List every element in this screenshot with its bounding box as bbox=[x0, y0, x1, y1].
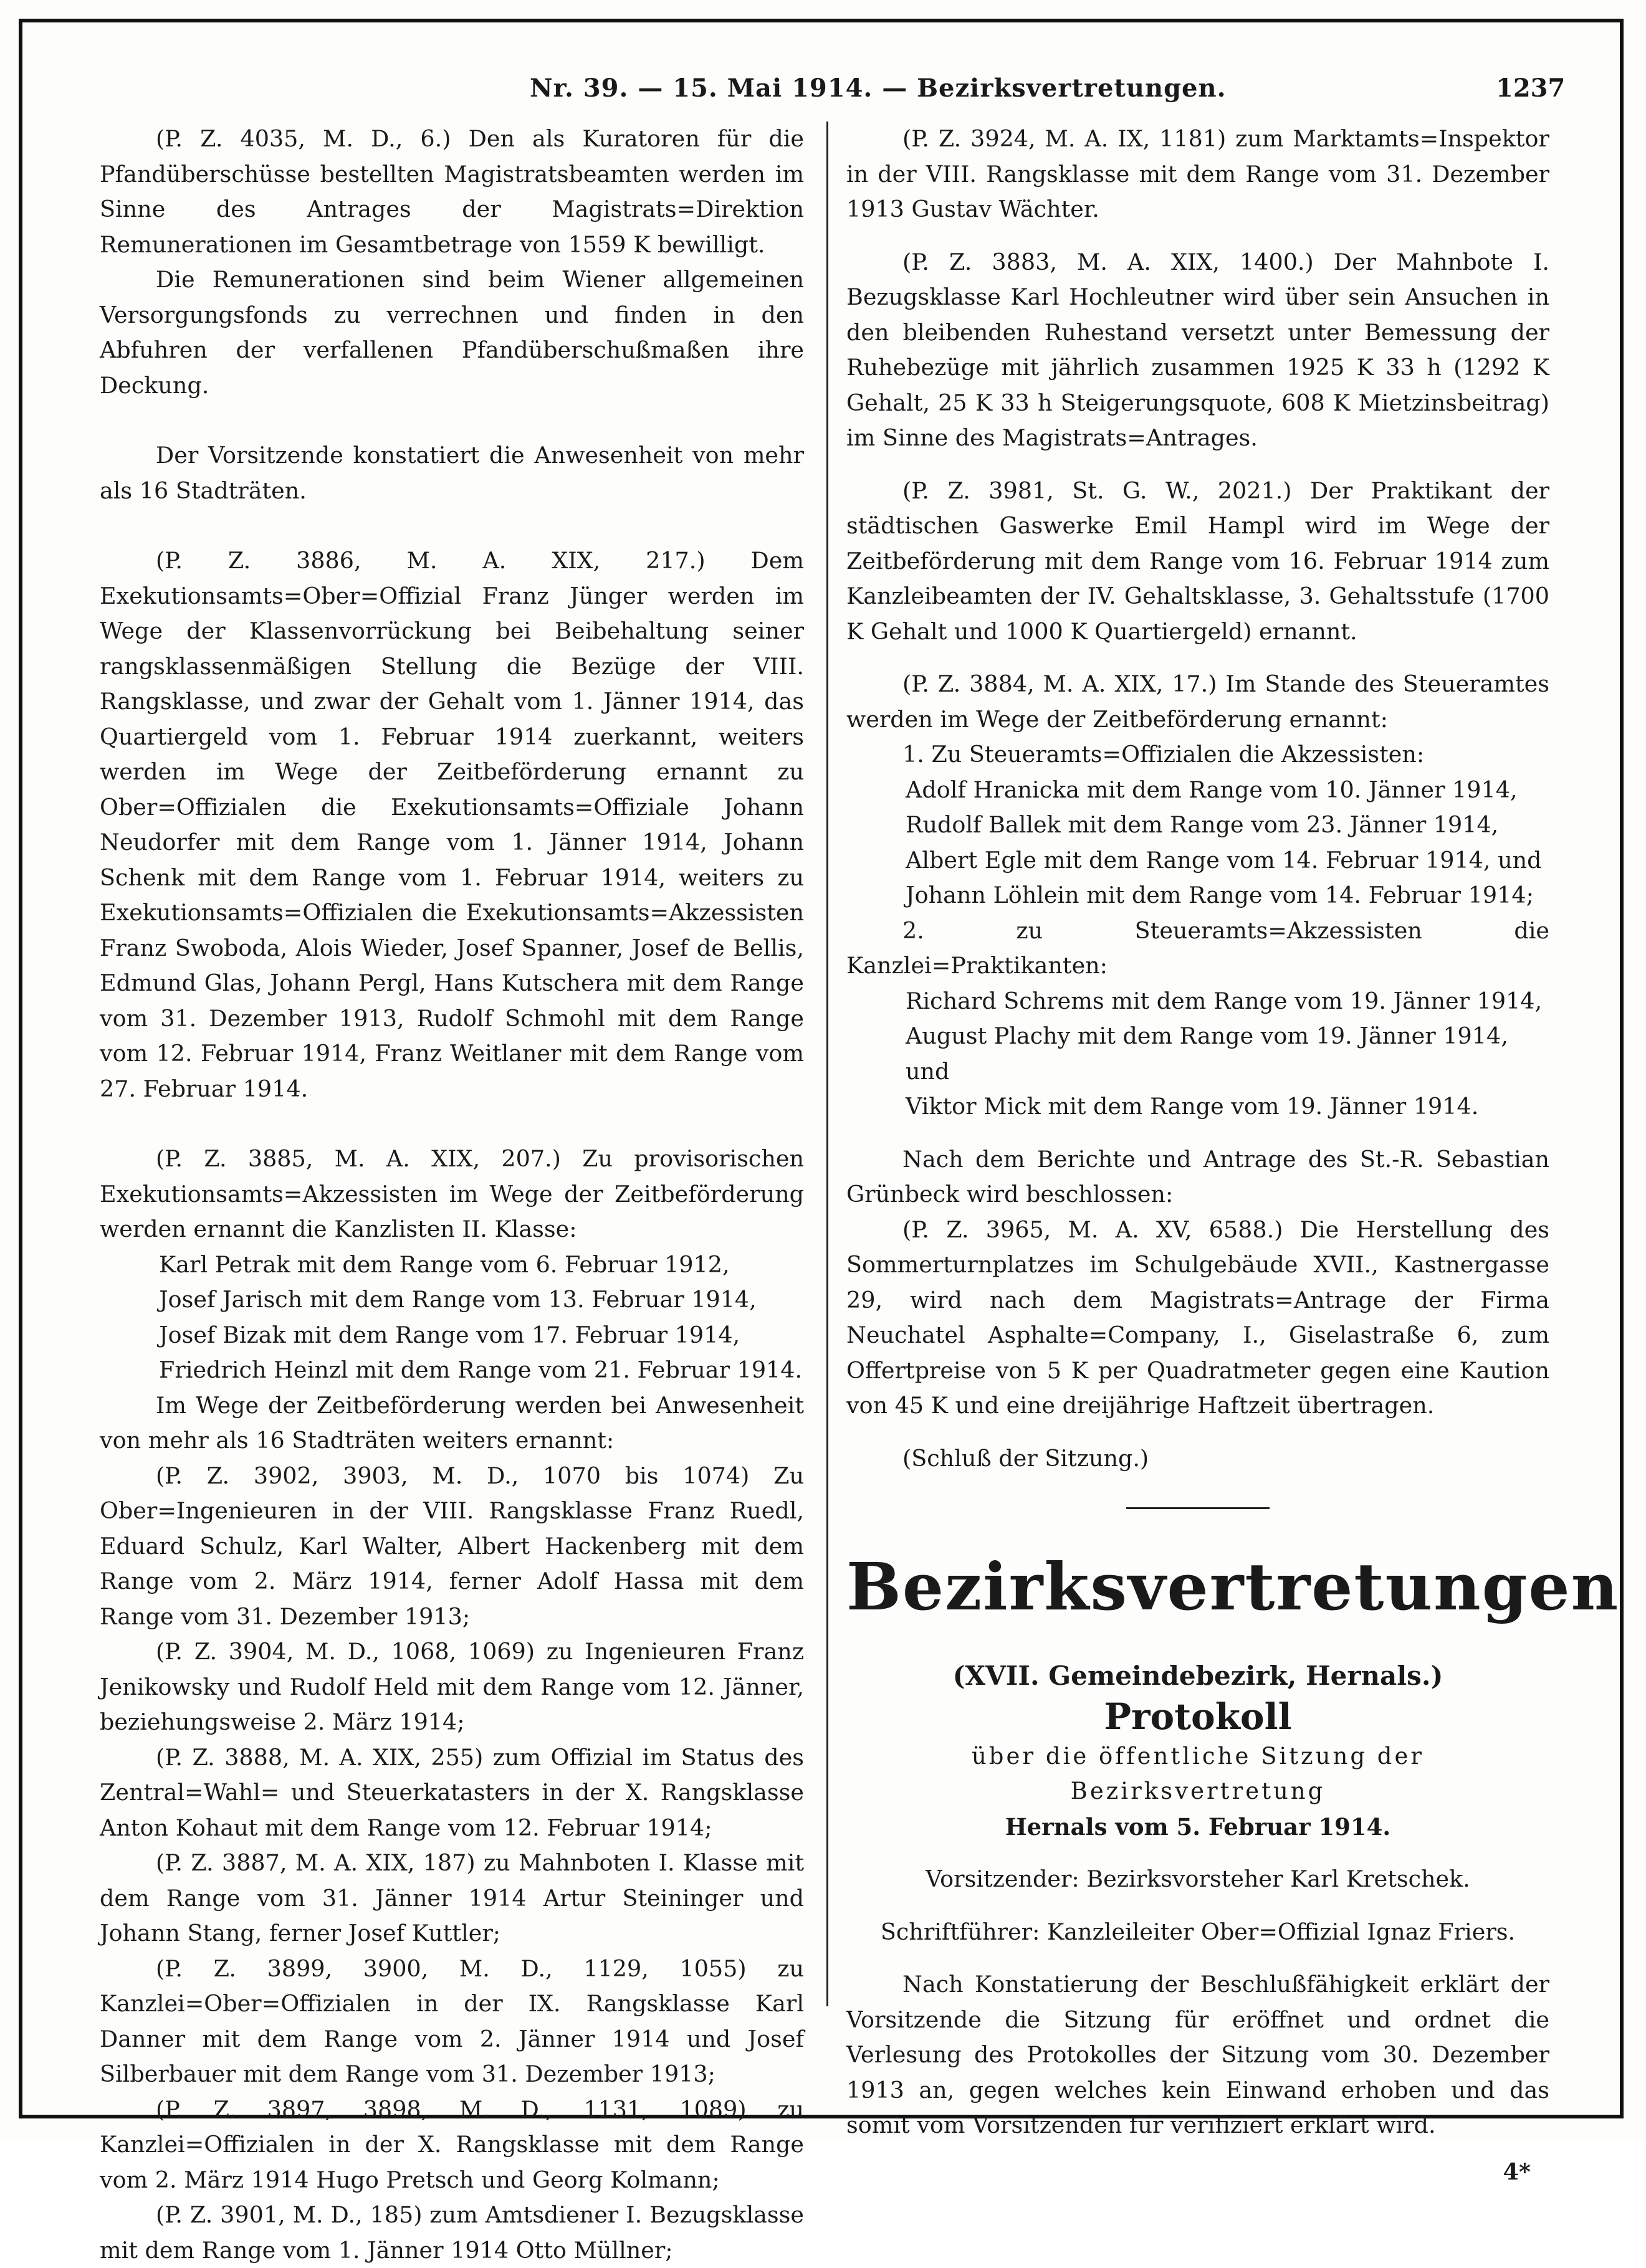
protokoll-heading: Protokoll bbox=[1104, 1695, 1292, 1738]
paragraph: (P. Z. 3883, M. A. XIX, 1400.) Der Mahnbote I. Bezugsklasse Karl Hochleutner wird über sein Ansuchen in den bleibenden Ruhestand versetzt unter Bemessung der Ruhebezüge mit jährlich zusammen 1925 K 33 h (1292 K Gehalt, 25 K 33 h Steigerungsquote, 608 K Mietzinsbeitrag) im Sinne des Magistrats=Antrages. bbox=[846, 248, 1549, 451]
paragraph: (P. Z. 3885, M. A. XIX, 207.) Zu provisorischen Exekutionsamts=Akzessisten im Wege der Zeitbeförderung werden ernannt die Kanzlisten II. Klasse: bbox=[100, 1145, 804, 1242]
list-heading: 1. Zu Steueramts=Offizialen die Akzessisten: bbox=[902, 741, 1425, 768]
paragraph: (P. Z. 3924, M. A. IX, 1181) zum Marktamts=Inspektor in der VIII. Rangsklasse mit dem Range vom 31. Dezember 1913 Gustav Wächter. bbox=[846, 125, 1549, 222]
signature-mark: 4* bbox=[1503, 2158, 1531, 2185]
list-item: Friedrich Heinzl mit dem Range vom 21. Februar 1914. bbox=[159, 1356, 803, 1383]
protokoll-date: Hernals vom 5. Februar 1914. bbox=[1005, 1813, 1391, 1841]
list-item: Viktor Mick mit dem Range vom 19. Jänner 1914. bbox=[906, 1093, 1479, 1120]
issue-line: Nr. 39. — 15. Mai 1914. — Bezirksvertretungen. bbox=[530, 74, 1227, 103]
list-item: Josef Jarisch mit dem Range vom 13. Februar 1914, bbox=[159, 1286, 757, 1313]
list-item: Richard Schrems mit dem Range vom 19. Jänner 1914, bbox=[906, 987, 1543, 1014]
section-divider bbox=[1126, 1507, 1270, 1509]
secretary-line: Schriftführer: Kanzleileiter Ober=Offizial Ignaz Friers. bbox=[880, 1918, 1516, 1945]
paragraph: (P. Z. 3887, M. A. XIX, 187) zu Mahnboten I. Klasse mit dem Range vom 31. Jänner 1914 Artur Steininger und Johann Stang, ferner Josef Kuttler; bbox=[100, 1849, 804, 1946]
list-item: Albert Egle mit dem Range vom 14. Februar 1914, und bbox=[906, 846, 1542, 874]
list-item: Karl Petrak mit dem Range vom 6. Februar 1912, bbox=[159, 1251, 730, 1278]
paragraph: (P. Z. 3884, M. A. XIX, 17.) Im Stande des Steueramtes werden im Wege der Zeitbeförderung ernannt: bbox=[846, 670, 1549, 733]
paragraph: Der Vorsitzende konstatiert die Anwesenheit von mehr als 16 Stadträten. bbox=[100, 442, 804, 504]
left-column bbox=[100, 122, 804, 2268]
paragraph: (P. Z. 3899, 3900, M. D., 1129, 1055) zu Kanzlei=Ober=Offizialen in der IX. Rangsklasse Karl Danner mit dem Range vom 2. Jänner 1914 und Josef Silberbauer mit dem Range vom 31. Dezember 1913; bbox=[100, 1955, 804, 2087]
paragraph: Nach dem Berichte und Antrage des St.-R. Sebastian Grünbeck wird beschlossen: bbox=[846, 1145, 1549, 1208]
paragraph: (P. Z. 3902, 3903, M. D., 1070 bis 1074) Zu Ober=Ingenieuren in der VIII. Rangsklasse Franz Ruedl, Eduard Schulz, Karl Walter, Albert Hackenberg mit dem Range vom 2. März 1914, ferner Adolf Hassa mit dem Range vom 31. Dezember 1913; bbox=[100, 1462, 804, 1630]
paragraph: (Schluß der Sitzung.) bbox=[902, 1444, 1149, 1472]
chair-line: Vorsitzender: Bezirksvorsteher Karl Kretschek. bbox=[926, 1865, 1470, 1892]
paragraph: (P. Z. 3965, M. A. XV, 6588.) Die Herstellung des Sommerturnplatzes im Schulgebäude XVII., Kastnergasse 29, wird nach dem Magistrats=Antrage der Firma Neuchatel Asphalte=Company, I., Giselastraße 6, zum Offertpreise von 5 K per Quadratmeter gegen eine Kaution von 45 K und eine dreijährige Haftzeit übertragen. bbox=[846, 1216, 1549, 1419]
paragraph: Nach Konstatierung der Beschlußfähigkeit erklärt der Vorsitzende die Sitzung für eröffnet und ordnet die Verlesung des Protokolles der Sitzung vom 30. Dezember 1913 an, gegen welches kein Einwand erhoben und das somit vom Vorsitzenden für verifiziert erklärt wird. bbox=[846, 1971, 1549, 2138]
paragraph: (P. Z. 3886, M. A. XIX, 217.) Dem Exekutionsamts=Ober=Offizial Franz Jünger werden im Wege der Klassenvorrückung bei Beibehaltung seiner rangsklassenmäßigen Stellung die Bezüge der VIII. Rangsklasse, und zwar der Gehalt vom 1. Jänner 1914, das Quartiergeld vom 1. Februar 1914 zuerkannt, weiters werden im Wege der Zeitbeförderung ernannt zu Ober=Offizialen die Exekutionsamts=Offiziale Johann Neudorfer mit dem Range vom 1. Jänner 1914, Johann Schenk mit dem Range vom 1. Februar 1914, weiters zu Exekutionsamts=Offizialen die Exekutionsamts=Akzessisten Franz Swoboda, Alois Wieder, Josef Spanner, Josef de Bellis, Edmund Glas, Johann Pergl, Hans Kutschera mit dem Range vom 31. Dezember 1913, Rudolf Schmohl mit dem Range vom 12. Februar 1914, Franz Weitlaner mit dem Range vom 27. Februar 1914. bbox=[100, 547, 804, 1102]
district-heading: (XVII. Gemeindebezirk, Hernals.) bbox=[952, 1660, 1443, 1691]
paragraph: Im Wege der Zeitbeförderung werden bei Anwesenheit von mehr als 16 Stadträten weiters ernannt: bbox=[100, 1391, 804, 1454]
paragraph: (P. Z. 3888, M. A. XIX, 255) zum Offizial im Status des Zentral=Wahl= und Steuerkatasters in der X. Rangsklasse Anton Kohaut mit dem Range vom 12. Februar 1914; bbox=[100, 1743, 804, 1841]
list-item: Johann Löhlein mit dem Range vom 14. Februar 1914; bbox=[906, 882, 1534, 908]
list-heading: 2. zu Steueramts=Akzessisten die Kanzlei=Praktikanten: bbox=[846, 917, 1549, 979]
protokoll-subtitle: über die öffentliche Sitzung der Bezirksvertretung bbox=[971, 1742, 1425, 1804]
list-item: August Plachy mit dem Range vom 19. Jänner 1914, und bbox=[906, 1022, 1508, 1085]
paragraph: (P. Z. 3981, St. G. W., 2021.) Der Praktikant der städtischen Gaswerke Emil Hampl wird im Wege der Zeitbeförderung mit dem Range vom 16. Februar 1914 zum Kanzleibeamten der IV. Gehaltsklasse, 3. Gehaltsstufe (1700 K Gehalt und 1000 K Quartiergeld) ernannt. bbox=[846, 477, 1549, 645]
paragraph: Die Remunerationen sind beim Wiener allgemeinen Versorgungsfonds zu verrechnen und finden in den Abfuhren der verfallenen Pfandüberschußmaßen ihre Deckung. bbox=[100, 266, 804, 399]
paragraph: (P. Z. 3901, M. D., 185) zum Amtsdiener I. Bezugsklasse mit dem Range vom 1. Jänner 1914 Otto Müllner; bbox=[100, 2201, 804, 2264]
paragraph: (P. Z. 3897, 3898, M. D., 1131, 1089) zu Kanzlei=Offizialen in der X. Rangsklasse mit dem Range vom 2. März 1914 Hugo Pretsch und Georg Kolmann; bbox=[100, 2095, 804, 2193]
list-item: Adolf Hranicka mit dem Range vom 10. Jänner 1914, bbox=[906, 776, 1518, 803]
right-column bbox=[846, 122, 1620, 2189]
list-item: Josef Bizak mit dem Range vom 17. Februar 1914, bbox=[159, 1321, 740, 1348]
section-title: Bezirksvertretungen bbox=[846, 1548, 1620, 1625]
column-divider bbox=[826, 122, 828, 2006]
paragraph: (P. Z. 4035, M. D., 6.) Den als Kuratoren für die Pfandüberschüsse bestellten Magistratsbeamten werden im Sinne des Antrages der Magistrats=Direktion Remunerationen im Gesamtbetrage von 1559 K bewilligt. bbox=[100, 125, 804, 258]
page-header bbox=[0, 74, 1646, 111]
list-item: Rudolf Ballek mit dem Range vom 23. Jänner 1914, bbox=[906, 811, 1499, 838]
paragraph: (P. Z. 3904, M. D., 1068, 1069) zu Ingenieuren Franz Jenikowsky und Rudolf Held mit dem Range vom 12. Jänner, beziehungsweise 2. März 1914; bbox=[100, 1638, 804, 1735]
page-number: 1237 bbox=[1496, 74, 1566, 103]
